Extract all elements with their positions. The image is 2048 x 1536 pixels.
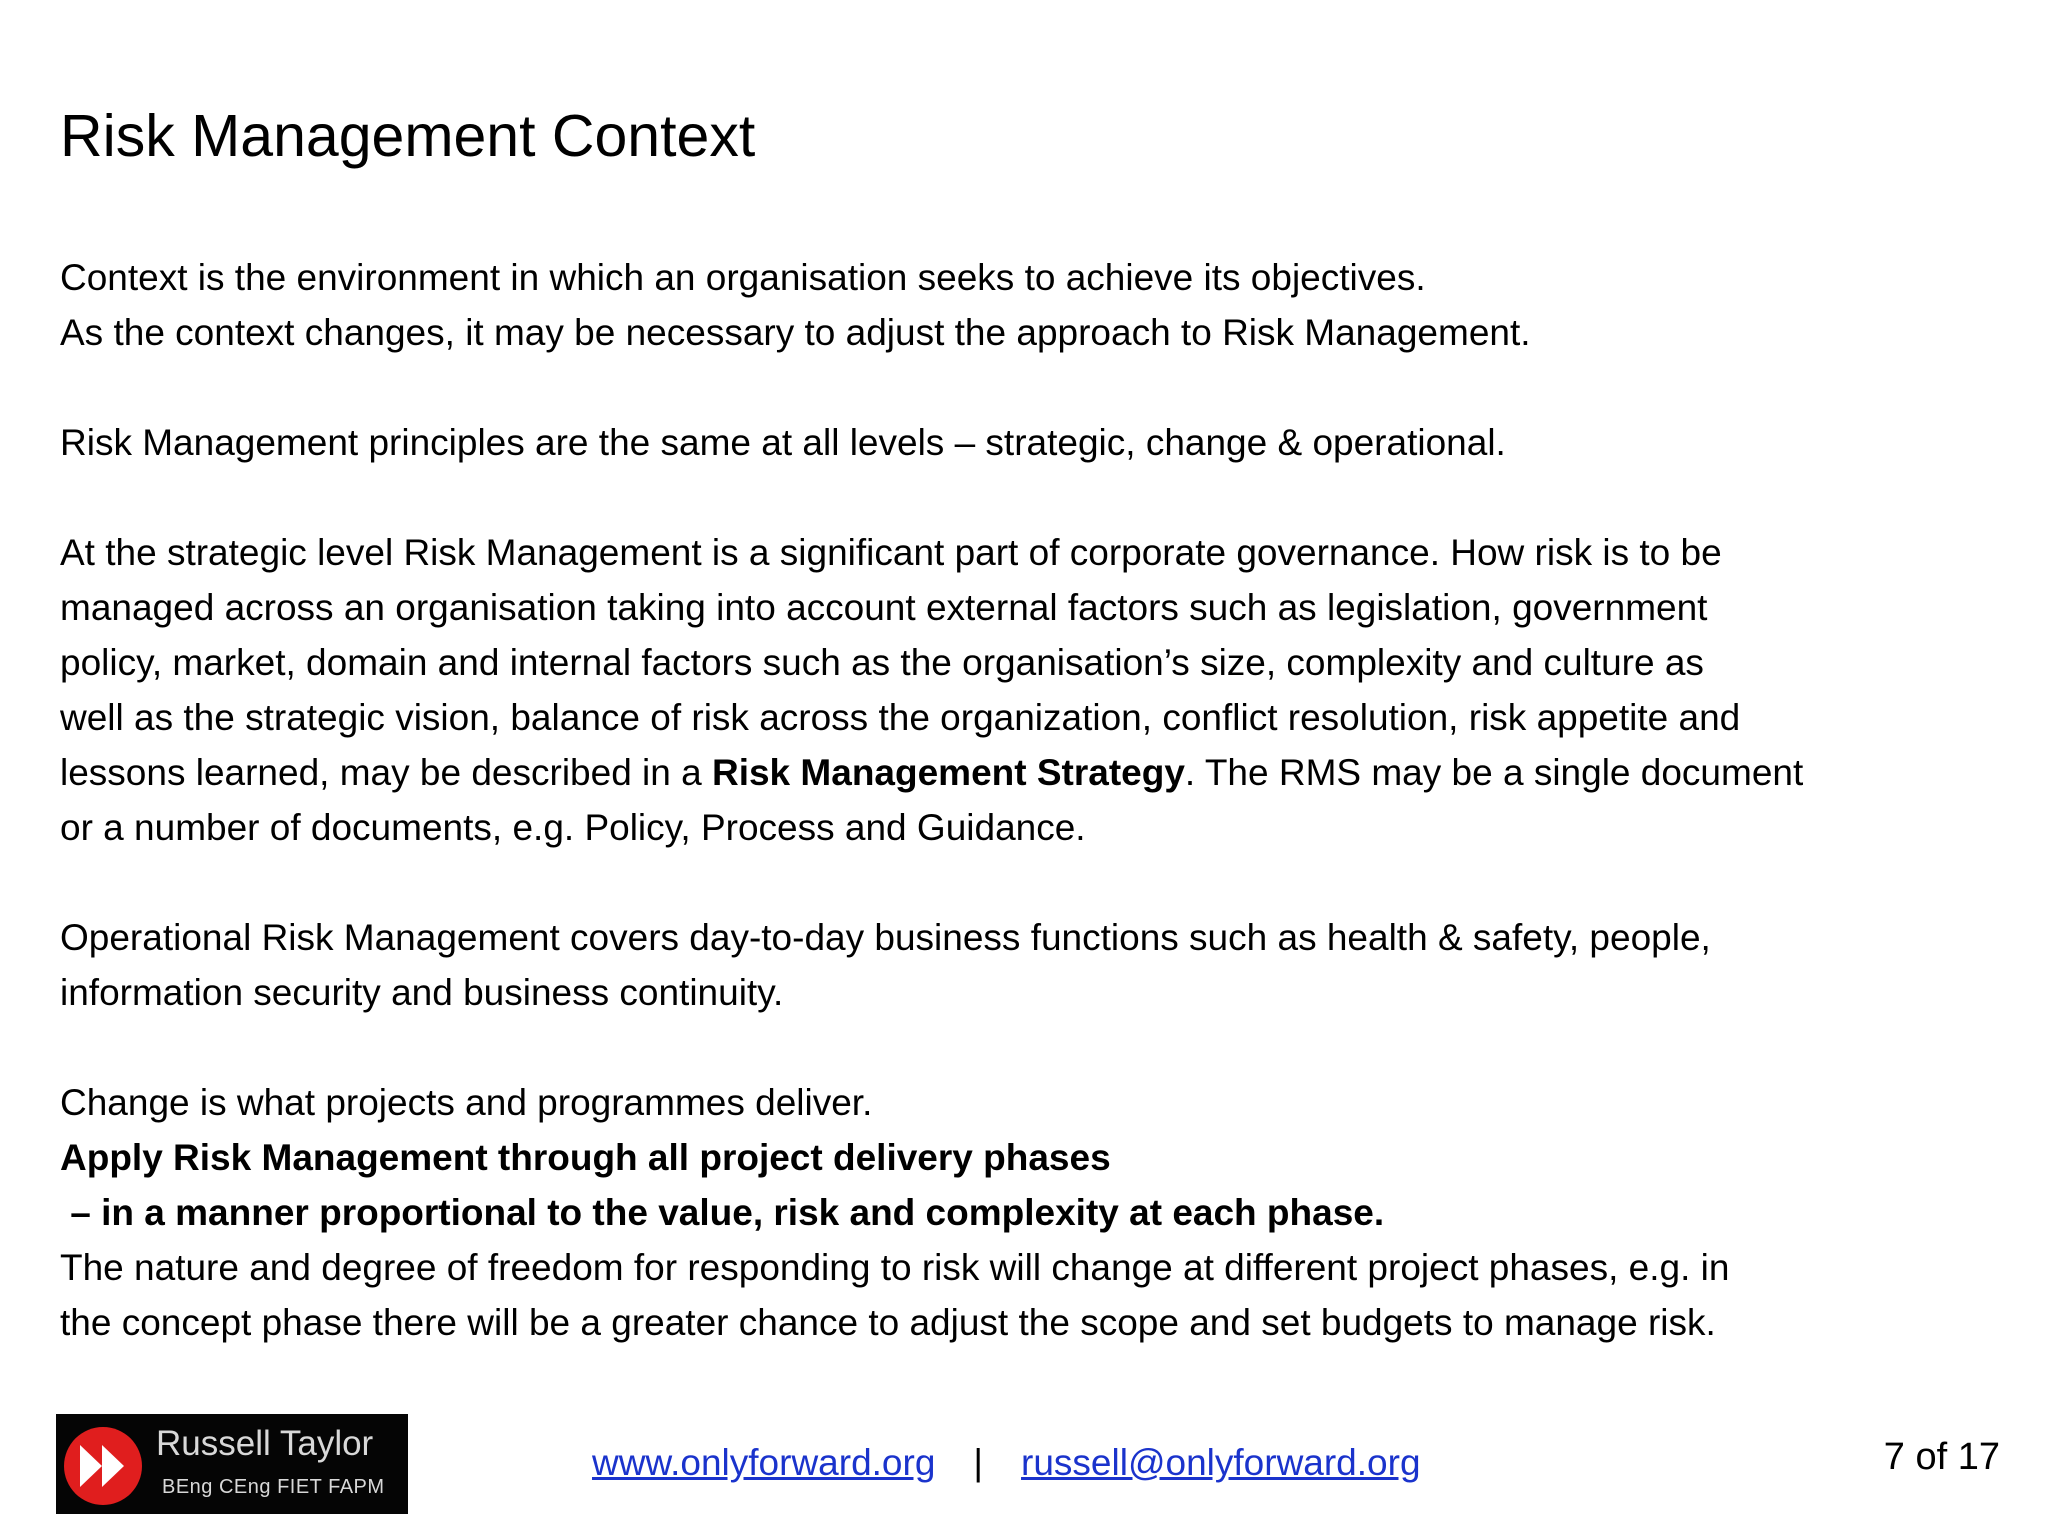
logo-name: Russell Taylor xyxy=(156,1424,374,1463)
body-line: Context is the environment in which an organisation seeks to achieve its objectives. xyxy=(60,257,1426,298)
strategy-text-after: . The RMS may be a single document xyxy=(1184,752,1804,793)
slide-body xyxy=(60,250,2010,1350)
logo-qualifications: BEng CEng FIET FAPM xyxy=(162,1476,385,1498)
body-line: As the context changes, it may be necessary to adjust the approach to Risk Management. xyxy=(60,312,1531,353)
russell-taylor-logo xyxy=(56,1414,408,1514)
fast-forward-icon xyxy=(64,1427,142,1505)
body-line: or a number of documents, e.g. Policy, Process and Guidance. xyxy=(60,807,1086,848)
body-line-emphasis: Apply Risk Management through all project delivery phases xyxy=(60,1137,1111,1178)
body-line: well as the strategic vision, balance of risk across the organization, conflict resolution, risk appetite and xyxy=(60,697,1741,738)
strategy-text-before: lessons learned, may be described in a xyxy=(60,752,712,793)
body-line: Change is what projects and programmes deliver. xyxy=(60,1082,873,1123)
body-line-strategy xyxy=(60,745,2010,800)
body-line: information security and business continuity. xyxy=(60,972,784,1013)
website-link[interactable]: www.onlyforward.org xyxy=(592,1442,936,1483)
footer-separator: | xyxy=(973,1442,984,1483)
footer-links xyxy=(592,1442,1421,1484)
body-line: policy, market, domain and internal factors such as the organisation’s size, complexity and culture as xyxy=(60,642,1704,683)
body-line: The nature and degree of freedom for responding to risk will change at different project phases, e.g. in xyxy=(60,1247,1730,1288)
body-line: the concept phase there will be a greater chance to adjust the scope and set budgets to manage risk. xyxy=(60,1302,1716,1343)
slide-title: Risk Management Context xyxy=(60,103,756,169)
body-line: managed across an organisation taking into account external factors such as legislation, government xyxy=(60,587,1708,628)
body-line: Operational Risk Management covers day-to-day business functions such as health & safety, people, xyxy=(60,917,1711,958)
body-line: At the strategic level Risk Management is a significant part of corporate governance. How risk is to be xyxy=(60,532,1722,573)
page-number: 7 of 17 xyxy=(1883,1436,2000,1478)
email-link[interactable]: russell@onlyforward.org xyxy=(1021,1442,1421,1483)
body-line: Risk Management principles are the same at all levels – strategic, change & operational. xyxy=(60,422,1506,463)
body-line-emphasis: – in a manner proportional to the value, risk and complexity at each phase. xyxy=(60,1192,1385,1233)
risk-management-strategy-term: Risk Management Strategy xyxy=(711,752,1185,793)
